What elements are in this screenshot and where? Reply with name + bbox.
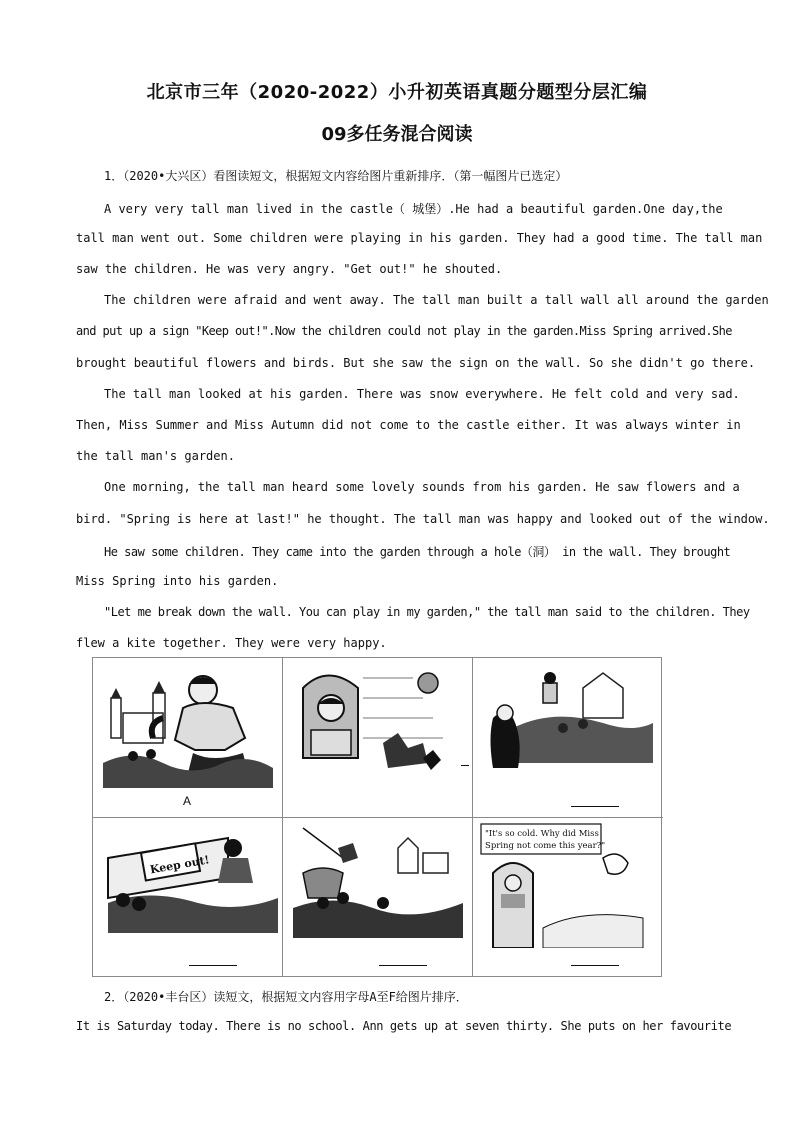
passage-line: A very very tall man lived in the castle（ 城堡）.He had a beautiful garden.One day,the <box>104 202 723 216</box>
giant-garden-illustration <box>93 658 283 788</box>
keep-out-sign-text: Keep out! <box>148 853 211 877</box>
keep-out-wall-illustration <box>93 818 283 948</box>
answer-blank[interactable] <box>379 965 427 966</box>
speech-bubble-line-2: Spring not come this year?" <box>485 841 606 851</box>
passage-line: and put up a sign "Keep out!".Now the children could not play in the garden.Miss Spring arrived.She <box>76 324 732 338</box>
answer-blank[interactable] <box>461 765 469 766</box>
passage-line: tall man went out. Some children were playing in his garden. They had a good time. The tall man <box>76 231 763 245</box>
winter-window-illustration <box>473 818 663 948</box>
passage-line: The children were afraid and went away. The tall man built a tall wall all around the garden <box>104 293 769 307</box>
document-title: 北京市三年（2020-2022）小升初英语真题分题型分层汇编 <box>146 82 648 103</box>
picture-label-a: A <box>183 794 192 808</box>
passage-line: Miss Spring into his garden. <box>76 574 279 588</box>
passage-line: flew a kite together. They were very happy. <box>76 636 387 650</box>
question-2-prompt: 2．（2020•丰台区）读短文，根据短文内容用字母A至F给图片排序． <box>104 990 468 1004</box>
picture-children-garden <box>473 658 663 818</box>
picture-a <box>93 658 283 818</box>
break-wall-illustration <box>283 818 473 948</box>
document-subtitle: 09多任务混合阅读 <box>321 124 473 145</box>
children-garden-illustration <box>473 658 663 788</box>
answer-blank[interactable] <box>189 965 237 966</box>
picture-cold-winter <box>473 818 663 976</box>
giant-window-illustration <box>283 658 473 788</box>
answer-blank[interactable] <box>571 806 619 807</box>
question-1-prompt: 1．（2020•大兴区）看图读短文，根据短文内容给图片重新排序．（第一幅图片已选定） <box>104 169 568 183</box>
passage-line: Then, Miss Summer and Miss Autumn did not come to the castle either. It was always winter in <box>76 418 741 432</box>
picture-keep-out <box>93 818 283 976</box>
passage-line: "Let me break down the wall. You can play in my garden," the tall man said to the children. They <box>104 605 750 619</box>
passage-line: saw the children. He was very angry. "Get out!" he shouted. <box>76 262 503 276</box>
passage-line: brought beautiful flowers and birds. But she saw the sign on the wall. So she didn't go there. <box>76 356 756 370</box>
passage-line: It is Saturday today. There is no school. Ann gets up at seven thirty. She puts on her favourite <box>76 1019 732 1033</box>
picture-break-wall <box>283 818 473 976</box>
picture-window-spring <box>283 658 473 818</box>
speech-bubble-line-1: "It's so cold. Why did Miss <box>485 829 599 839</box>
answer-blank[interactable] <box>571 965 619 966</box>
passage-line: He saw some children. They came into the garden through a hole（洞） in the wall. They brought <box>104 545 731 559</box>
passage-line: the tall man's garden. <box>76 449 235 463</box>
passage-line: bird. "Spring is here at last!" he thought. The tall man was happy and looked out of the window. <box>76 512 770 526</box>
passage-line: The tall man looked at his garden. There was snow everywhere. He felt cold and very sad. <box>104 387 740 401</box>
picture-grid <box>92 657 662 977</box>
passage-line: One morning, the tall man heard some lovely sounds from his garden. He saw flowers and a <box>104 480 740 494</box>
